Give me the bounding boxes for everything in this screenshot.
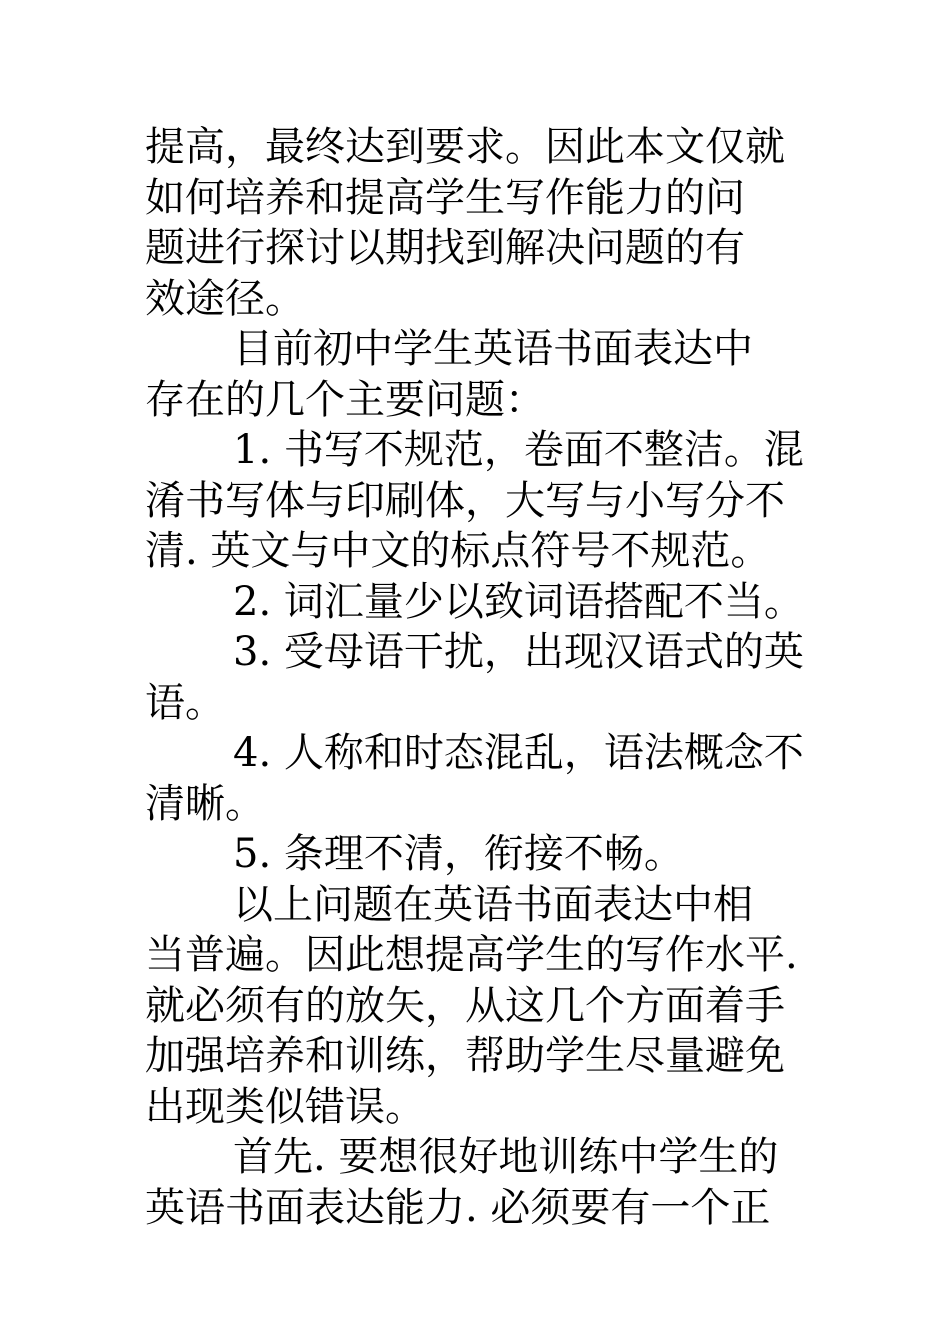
text-line: 就必须有的放矢，从这几个方面着手: [145, 982, 785, 1029]
text-line: 存在的几个主要问题：: [145, 376, 545, 423]
text-line: 加强培养和训练，帮助学生尽量避免: [145, 1033, 785, 1079]
text-line: 提高，最终达到要求。因此本文仅就: [145, 124, 785, 170]
text-line: 4. 人称和时态混乱，语法概念不: [233, 730, 804, 776]
text-line: 清. 英文与中文的标点符号不规范。: [145, 528, 771, 574]
text-line: 英语书面表达能力. 必须要有一个正: [145, 1184, 771, 1231]
text-line: 出现类似错误。: [145, 1083, 425, 1130]
text-line: 语。: [145, 679, 225, 726]
text-line: 淆书写体与印刷体，大写与小写分不: [145, 477, 785, 524]
text-line: 效途径。: [145, 275, 305, 322]
text-line: 1. 书写不规范，卷面不整洁。混: [233, 427, 804, 473]
text-line: 题进行探讨以期找到解决问题的有: [145, 225, 745, 271]
text-line: 3. 受母语干扰，出现汉语式的英: [233, 629, 804, 675]
text-line: 当普遍。因此想提高学生的写作水平.: [145, 932, 798, 978]
body-text: [145, 122, 835, 1233]
text-line: 以上问题在英语书面表达中相: [233, 881, 753, 928]
text-line: 5. 条理不清，衔接不畅。: [233, 831, 684, 877]
text-line: 首先. 要想很好地训练中学生的: [233, 1134, 779, 1180]
text-line: 2. 词汇量少以致词语搭配不当。: [233, 578, 804, 625]
text-line: 如何培养和提高学生写作能力的问: [145, 174, 745, 221]
text-line: 目前初中学生英语书面表达中: [233, 326, 753, 372]
text-line: 清晰。: [145, 780, 265, 827]
